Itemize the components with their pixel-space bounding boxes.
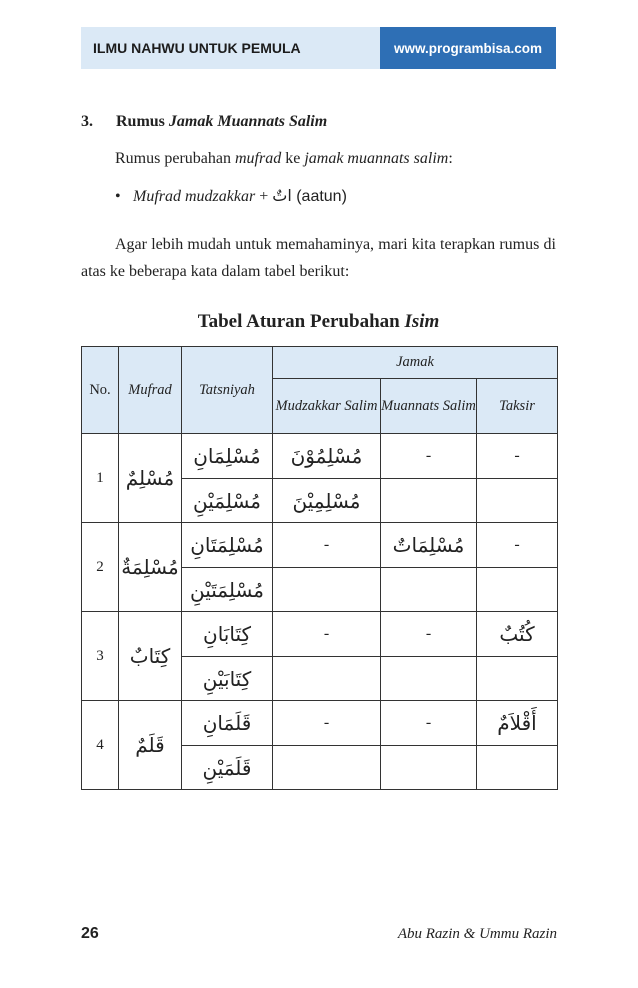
header-taksir: Taksir [477, 379, 558, 434]
tatsniyah-cell: مُسْلِمَانِ [182, 434, 273, 479]
section-number: 3. [81, 113, 93, 130]
rumus-ke: ke [281, 150, 305, 167]
empty-cell [477, 568, 558, 612]
muannats-cell: - [381, 434, 477, 479]
mufrad-cell: مُسْلِمٌ [119, 434, 182, 523]
mudzakkar-cell: - [273, 701, 381, 746]
empty-cell [381, 479, 477, 523]
page-header [81, 27, 556, 69]
muannats-cell: - [381, 612, 477, 657]
tatsniyah-cell: مُسْلِمَتَيْنِ [182, 568, 273, 612]
section-title-italic: Jamak Muannats Salim [168, 113, 328, 130]
tatsniyah-cell: قَلَمَانِ [182, 701, 273, 746]
tatsniyah-cell: كِتَابَيْنِ [182, 657, 273, 701]
tatsniyah-cell: قَلَمَيْنِ [182, 746, 273, 790]
bullet-latin: (aatun) [291, 188, 347, 205]
mufrad-cell: قَلَمٌ [119, 701, 182, 790]
mufrad-cell: كِتَابٌ [119, 612, 182, 701]
header-no: No. [82, 347, 119, 434]
tatsniyah-cell: مُسْلِمَيْنِ [182, 479, 273, 523]
rules-table [81, 346, 558, 790]
bullet-plus: + [255, 188, 273, 205]
book-title: ILMU NAHWU UNTUK PEMULA [81, 27, 380, 69]
table-row [82, 434, 558, 479]
row-number: 1 [82, 434, 119, 523]
muannats-cell: مُسْلِمَاتٌ [381, 523, 477, 568]
empty-cell [381, 568, 477, 612]
rumus-mufrad: mufrad [234, 150, 282, 167]
empty-cell [273, 746, 381, 790]
table-title-italic: Isim [404, 311, 440, 332]
table-row [82, 612, 558, 657]
taksir-cell: - [477, 434, 558, 479]
header-mudzakkar: Mudzakkar Salim [273, 379, 381, 434]
row-number: 3 [82, 612, 119, 701]
header-jamak: Jamak [273, 347, 558, 379]
empty-cell [273, 568, 381, 612]
empty-cell [273, 657, 381, 701]
empty-cell [477, 657, 558, 701]
bullet-item [115, 186, 347, 206]
section-title-plain: Rumus [116, 113, 169, 130]
bullet-italic: Mufrad mudzakkar [133, 188, 256, 205]
intro-text: Agar lebih mudah untuk memahaminya, mari kita terapkan rumus di atas ke beberapa kata dalam tabel berikut: [81, 236, 556, 280]
bullet-arabic: اتٌ [272, 186, 292, 205]
mudzakkar-cell: - [273, 612, 381, 657]
taksir-cell: أَقْلاَمٌ [477, 701, 558, 746]
row-number: 4 [82, 701, 119, 790]
website-link[interactable]: www.programbisa.com [380, 27, 556, 69]
table-row [82, 701, 558, 746]
bullet-dot: • [115, 188, 121, 205]
mudzakkar-cell: مُسْلِمِيْنَ [273, 479, 381, 523]
author-credit: Abu Razin & Ummu Razin [397, 926, 557, 942]
page-number: 26 [81, 925, 99, 942]
empty-cell [477, 746, 558, 790]
mudzakkar-cell: مُسْلِمُوْنَ [273, 434, 381, 479]
row-number: 2 [82, 523, 119, 612]
tatsniyah-cell: كِتَابَانِ [182, 612, 273, 657]
mudzakkar-cell: - [273, 523, 381, 568]
muannats-cell: - [381, 701, 477, 746]
header-tatsniyah: Tatsniyah [182, 347, 273, 434]
section-heading [81, 113, 327, 131]
intro-paragraph [81, 231, 556, 285]
table-title [81, 311, 556, 333]
empty-cell [381, 657, 477, 701]
header-muannats: Muannats Salim [381, 379, 477, 434]
rumus-jamak: jamak muannats salim [304, 150, 449, 167]
empty-cell [381, 746, 477, 790]
table-row [82, 523, 558, 568]
rumus-text: Rumus perubahan [115, 150, 235, 167]
rumus-line [115, 150, 453, 168]
taksir-cell: - [477, 523, 558, 568]
header-mufrad: Mufrad [119, 347, 182, 434]
mufrad-cell: مُسْلِمَةٌ [119, 523, 182, 612]
tatsniyah-cell: مُسْلِمَتَانِ [182, 523, 273, 568]
table-title-plain: Tabel Aturan Perubahan [197, 311, 405, 332]
taksir-cell: كُتُبٌ [477, 612, 558, 657]
empty-cell [477, 479, 558, 523]
rumus-colon: : [448, 150, 453, 167]
